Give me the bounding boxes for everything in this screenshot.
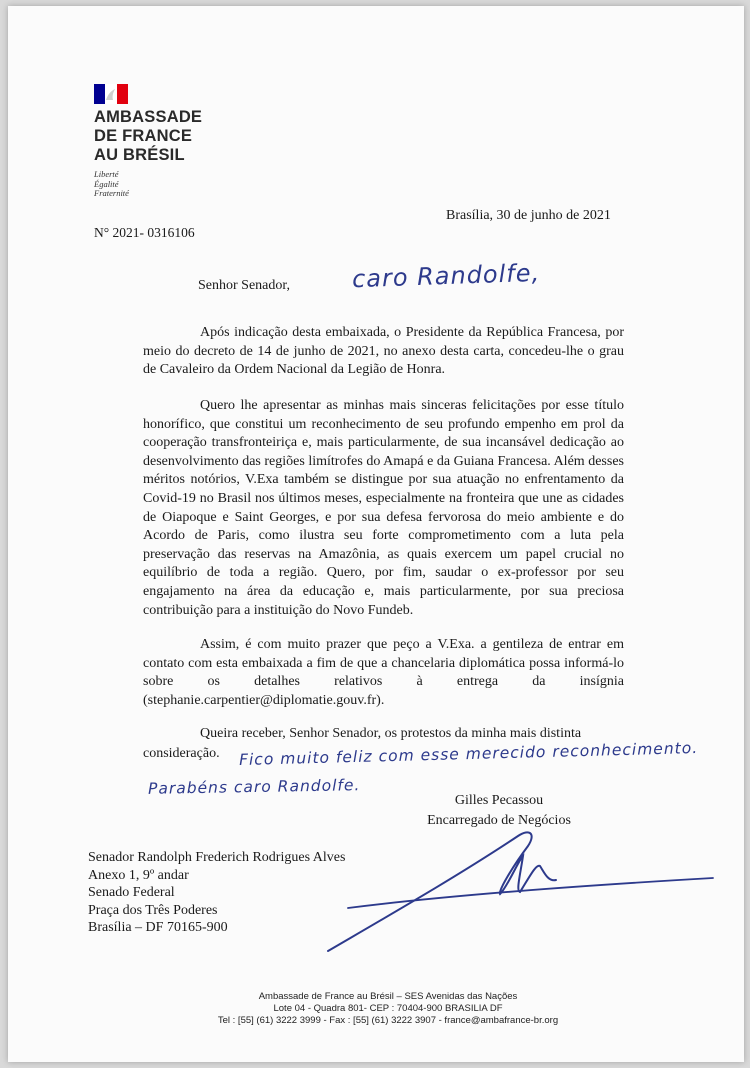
marianne-flag-logo: [94, 84, 128, 104]
letter-footer: [158, 991, 618, 1027]
embassy-name: [94, 108, 202, 165]
motto-fraternite: Fraternité: [94, 188, 129, 198]
recipient-line: Brasília – DF 70165-900: [88, 920, 228, 936]
closing-line-2: consideração.: [143, 746, 220, 761]
paragraph-2: Quero lhe apresentar as minhas mais sinceras felicitações por esse título honorífico, que constitui um reconhecimento de seu profundo empenho em prol da cooperação transfronteiriça e, mais particularmente, de sua incansável dedicação ao desenvolvimento das regiões limítrofes do Amapá e da Guiana Francesa. Além desses méritos notórios, V.Exa também se distingue por sua atuação no enfrentamento da Covid-19 no Brasil nos últimos meses, especialmente na fronteira que une as cidades de Oiapoque e Saint Georges, e por sua defesa fervorosa do meio ambiente e do Acordo de Paris, como ilustra seu forte comprometimento com a luta pela preservação das reservas na Amazônia, as quais exercem um papel crucial no equilíbrio de toda a região. Quero, por fim, saudar o ex-professor por seu engajamento na área da educação e, mais particularmente, por sua preciosa contribuição para a instituição do Novo Fundeb.: [143, 398, 624, 618]
handwritten-greeting: caro Randolfe,: [351, 258, 541, 294]
embassy-name-line3: AU BRÉSIL: [94, 146, 185, 164]
handwritten-note-line1: Fico muito feliz com esse merecido reconhecimento.: [238, 738, 699, 770]
paragraph-1: Após indicação desta embaixada, o Presidente da República Francesa, por meio do decreto de 14 de junho de 2021, no anexo desta carta, concedeu-lhe o grau de Cavaleiro da Ordem Nacional da Legião de Honra.: [143, 325, 624, 378]
motto-liberte: Liberté: [94, 169, 119, 179]
letter-page: [8, 6, 744, 1062]
republic-motto: [94, 170, 129, 199]
footer-line-2: Lote 04 - Quadra 801- CEP : 70404-900 BRASILIA DF: [273, 1003, 503, 1014]
recipient-address: [88, 849, 345, 937]
salutation: Senhor Senador,: [198, 278, 290, 293]
recipient-line: Praça dos Três Poderes: [88, 902, 218, 918]
letter-date: Brasília, 30 de junho de 2021: [446, 208, 611, 223]
signer-title: Encarregado de Negócios: [427, 813, 571, 828]
reference-number: N° 2021- 0316106: [94, 225, 195, 240]
closing-line-1: Queira receber, Senhor Senador, os protestos da minha mais distinta: [200, 726, 582, 741]
embassy-name-line1: AMBASSADE: [94, 108, 203, 126]
motto-egalite: Égalité: [94, 178, 119, 189]
signer-name: Gilles Pecassou: [454, 793, 544, 808]
footer-line-3: Tel : [55] (61) 3222 3999 - Fax : [55] (61) 3222 3907 - france@ambafrance-br.org: [217, 1015, 559, 1026]
handwritten-note-line2: Parabéns caro Randolfe.: [147, 776, 361, 798]
handwritten-signature: [308, 816, 728, 956]
embassy-name-line2: DE FRANCE: [94, 127, 193, 145]
paragraph-3: Assim, é com muito prazer que peço a V.Exa. a gentileza de entrar em contato com esta embaixada a fim de que a chancelaria diplomática possa informá-lo sobre os detalhes relativos à entrega da insígnia (stephanie.carpentier@diplomatie.gouv.fr).: [143, 637, 624, 708]
recipient-line: Senado Federal: [88, 885, 175, 901]
recipient-line: Senador Randolph Frederich Rodrigues Alves: [88, 850, 346, 865]
recipient-line: Anexo 1, 9º andar: [88, 867, 189, 883]
footer-line-1: Ambassade de France au Brésil – SES Avenidas das Nações: [258, 991, 518, 1002]
